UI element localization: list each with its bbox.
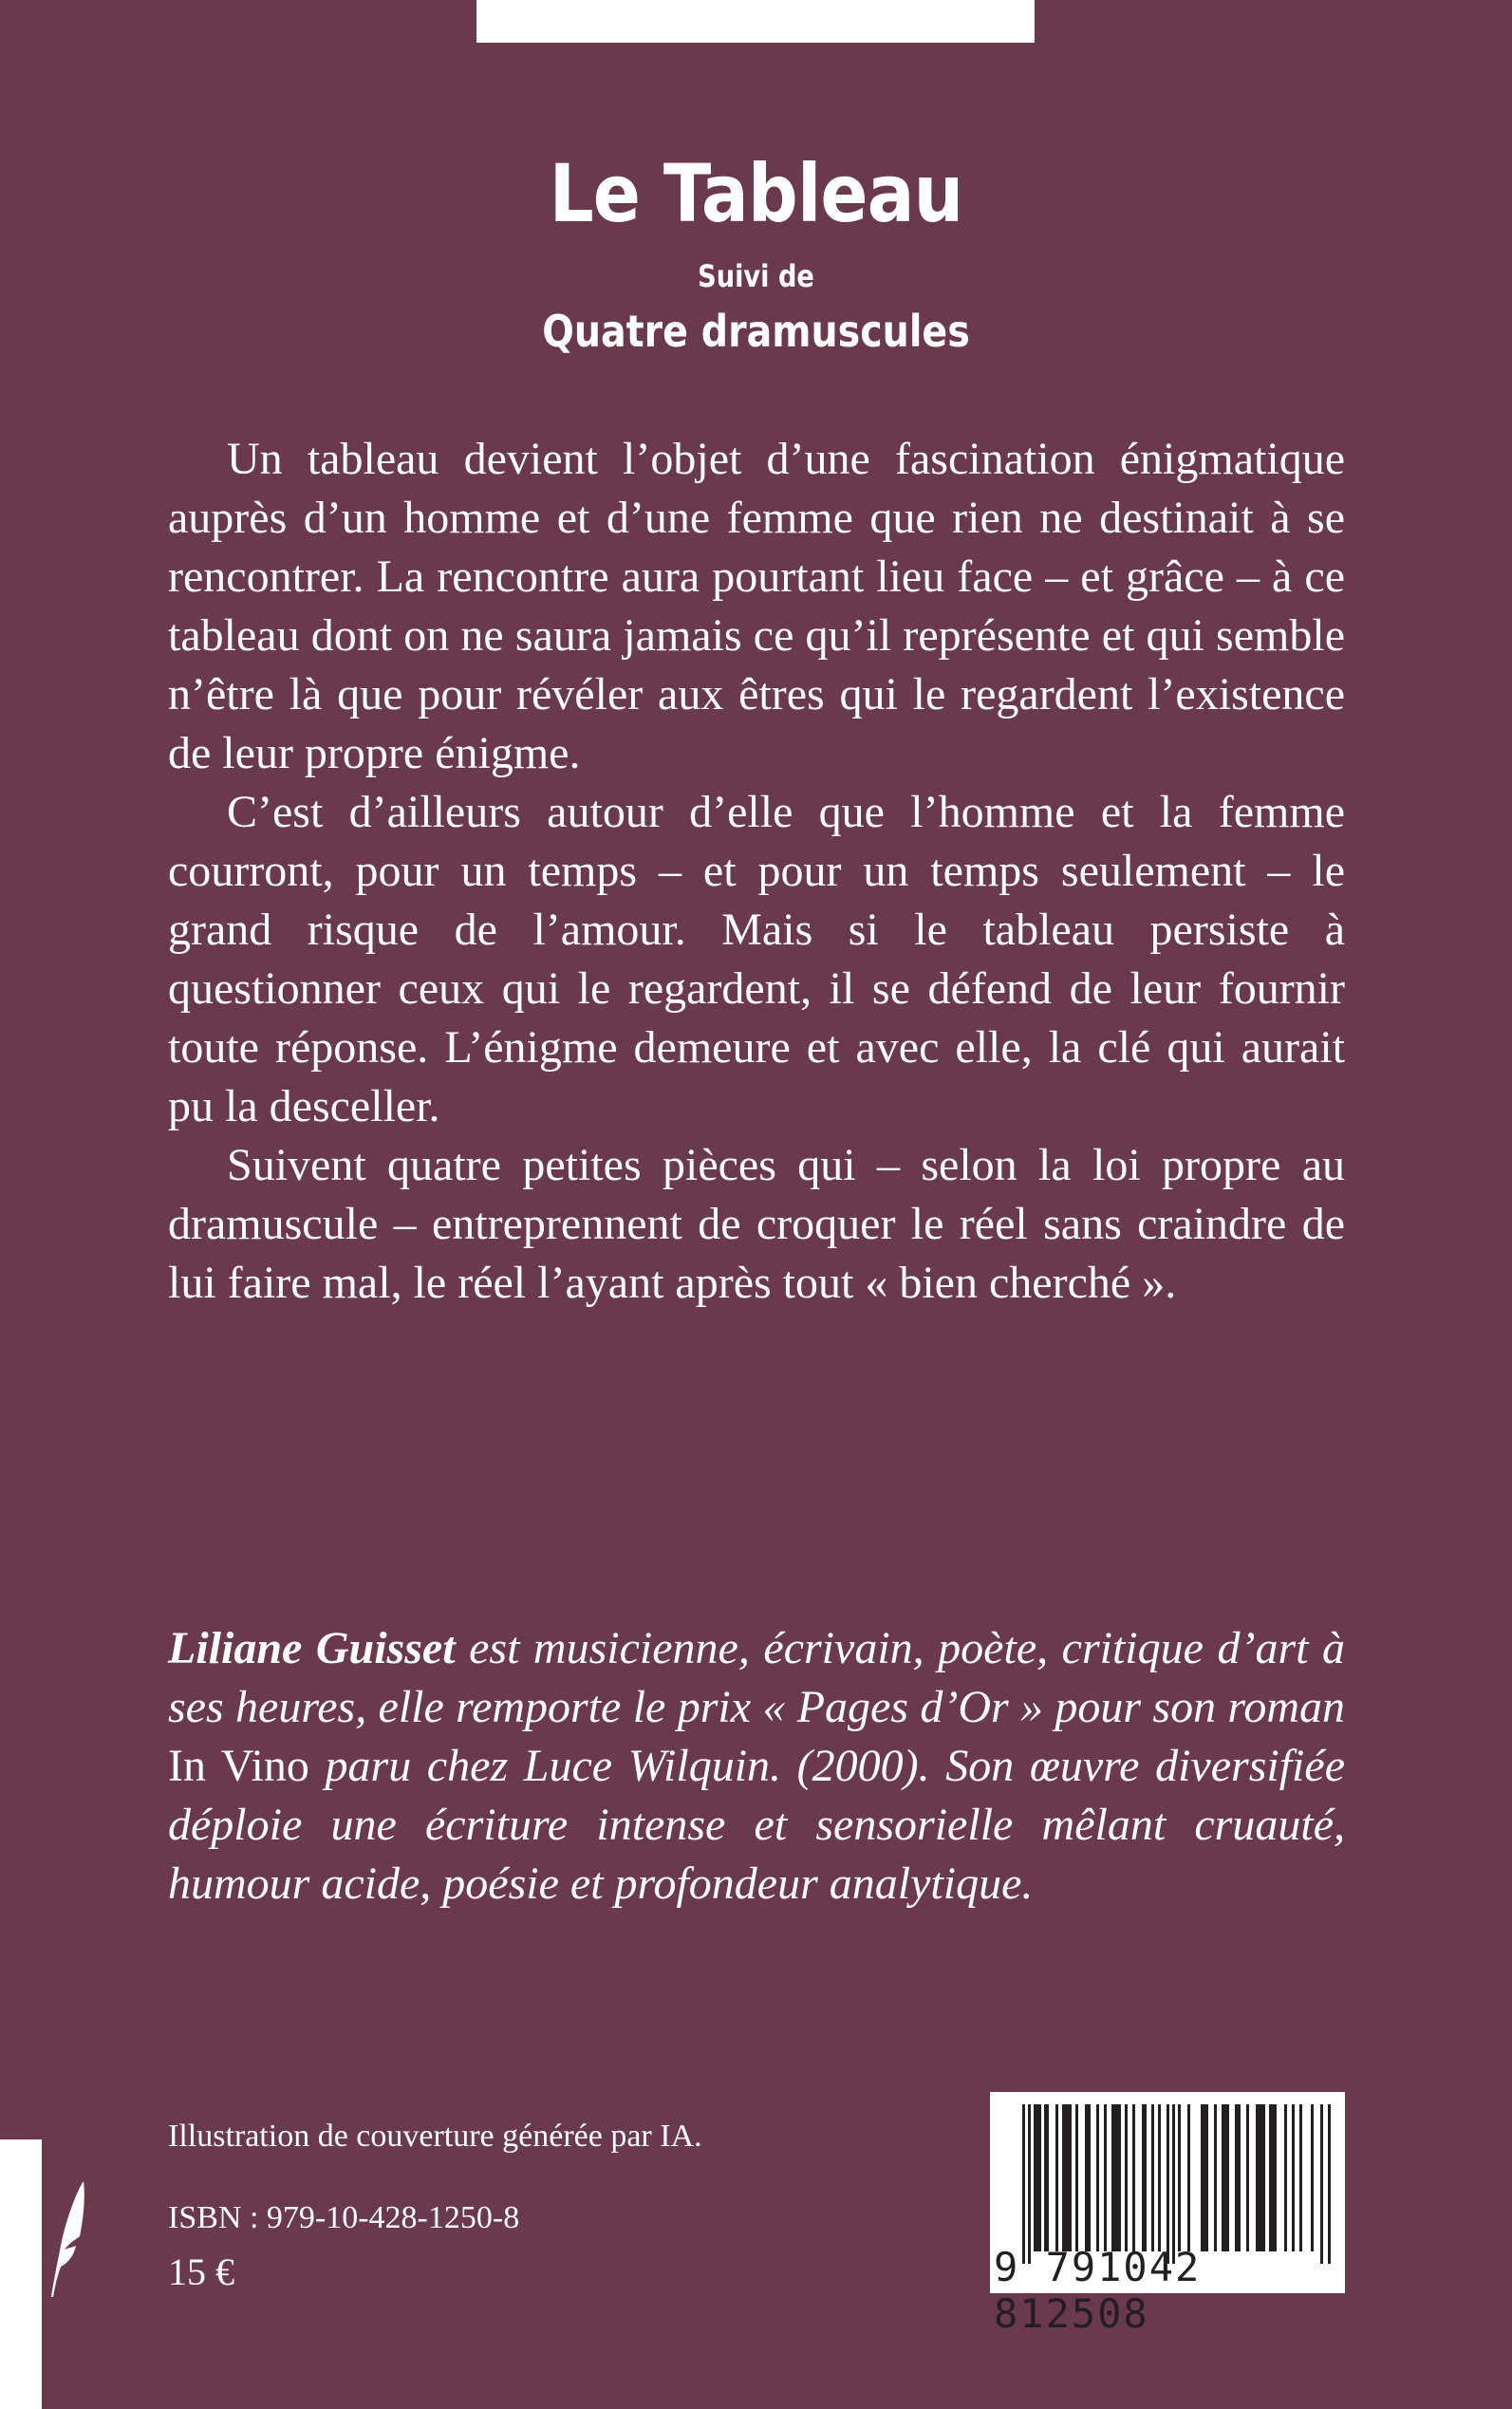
author-name: Liliane Guisset [168, 1623, 456, 1673]
synopsis [168, 430, 1345, 1313]
synopsis-paragraph: C’est d’ailleurs autour d’elle que l’homme et la femme courront, pour un temps – et pour un temps seulement – le grand risque de l’amour. Mais si le tableau persiste à questionner ceux qui le regardent, il se défend de leur fournir toute réponse. L’énigme demeure et avec elle, la clé qui aurait pu la desceller. [168, 787, 1345, 1131]
synopsis-paragraph: Un tableau devient l’objet d’une fascination énigmatique auprès d’un homme et d’une femme que rien ne destinait à se rencontrer. La rencontre aura pourtant lieu face – et grâce – à ce tableau dont on ne saura jamais ce qu’il représente et qui semble n’être là que pour révéler aux êtres qui le regardent l’existence de leur propre énigme. [168, 434, 1345, 778]
subtitle-quatre-dramuscules: Quatre dramuscules [542, 306, 970, 357]
illustration-credit: Illustration de couverture générée par IA. [168, 2119, 702, 2154]
subtitle-suivi-de: Suivi de [698, 258, 814, 294]
bio-book-title: In Vino [168, 1741, 309, 1791]
spine-white-tab [0, 2139, 42, 2409]
barcode [990, 2092, 1345, 2337]
author-bio [168, 1619, 1345, 1914]
synopsis-paragraph: Suivent quatre petites pièces qui – selon la loi propre au dramuscule – entreprennent de croquer le réel sans craindre de lui faire mal, le réel l’ayant après tout « bien cherché ». [168, 1140, 1345, 1308]
isbn: ISBN : 979-10-428-1250-8 [168, 2200, 520, 2235]
bio-text-2: paru chez Luce Wilquin. (2000). Son œuvre diversifiée déploie une écriture intense et sensorielle mêlant cruauté, humour acide, poésie et profondeur analytique. [168, 1741, 1346, 1909]
top-white-tab [476, 0, 1035, 43]
price: 15 € [168, 2250, 234, 2293]
book-title: Le Tableau [549, 147, 963, 240]
barcode-bars [1018, 2104, 1335, 2264]
bio-text-1: est musicienne, écrivain, poète, critique d’art à ses heures, elle remporte le prix « Pages d’Or » pour son roman [168, 1623, 1345, 1732]
feather-icon [49, 2179, 87, 2299]
barcode-digits: 9 791042 812508 [994, 2244, 1202, 2337]
